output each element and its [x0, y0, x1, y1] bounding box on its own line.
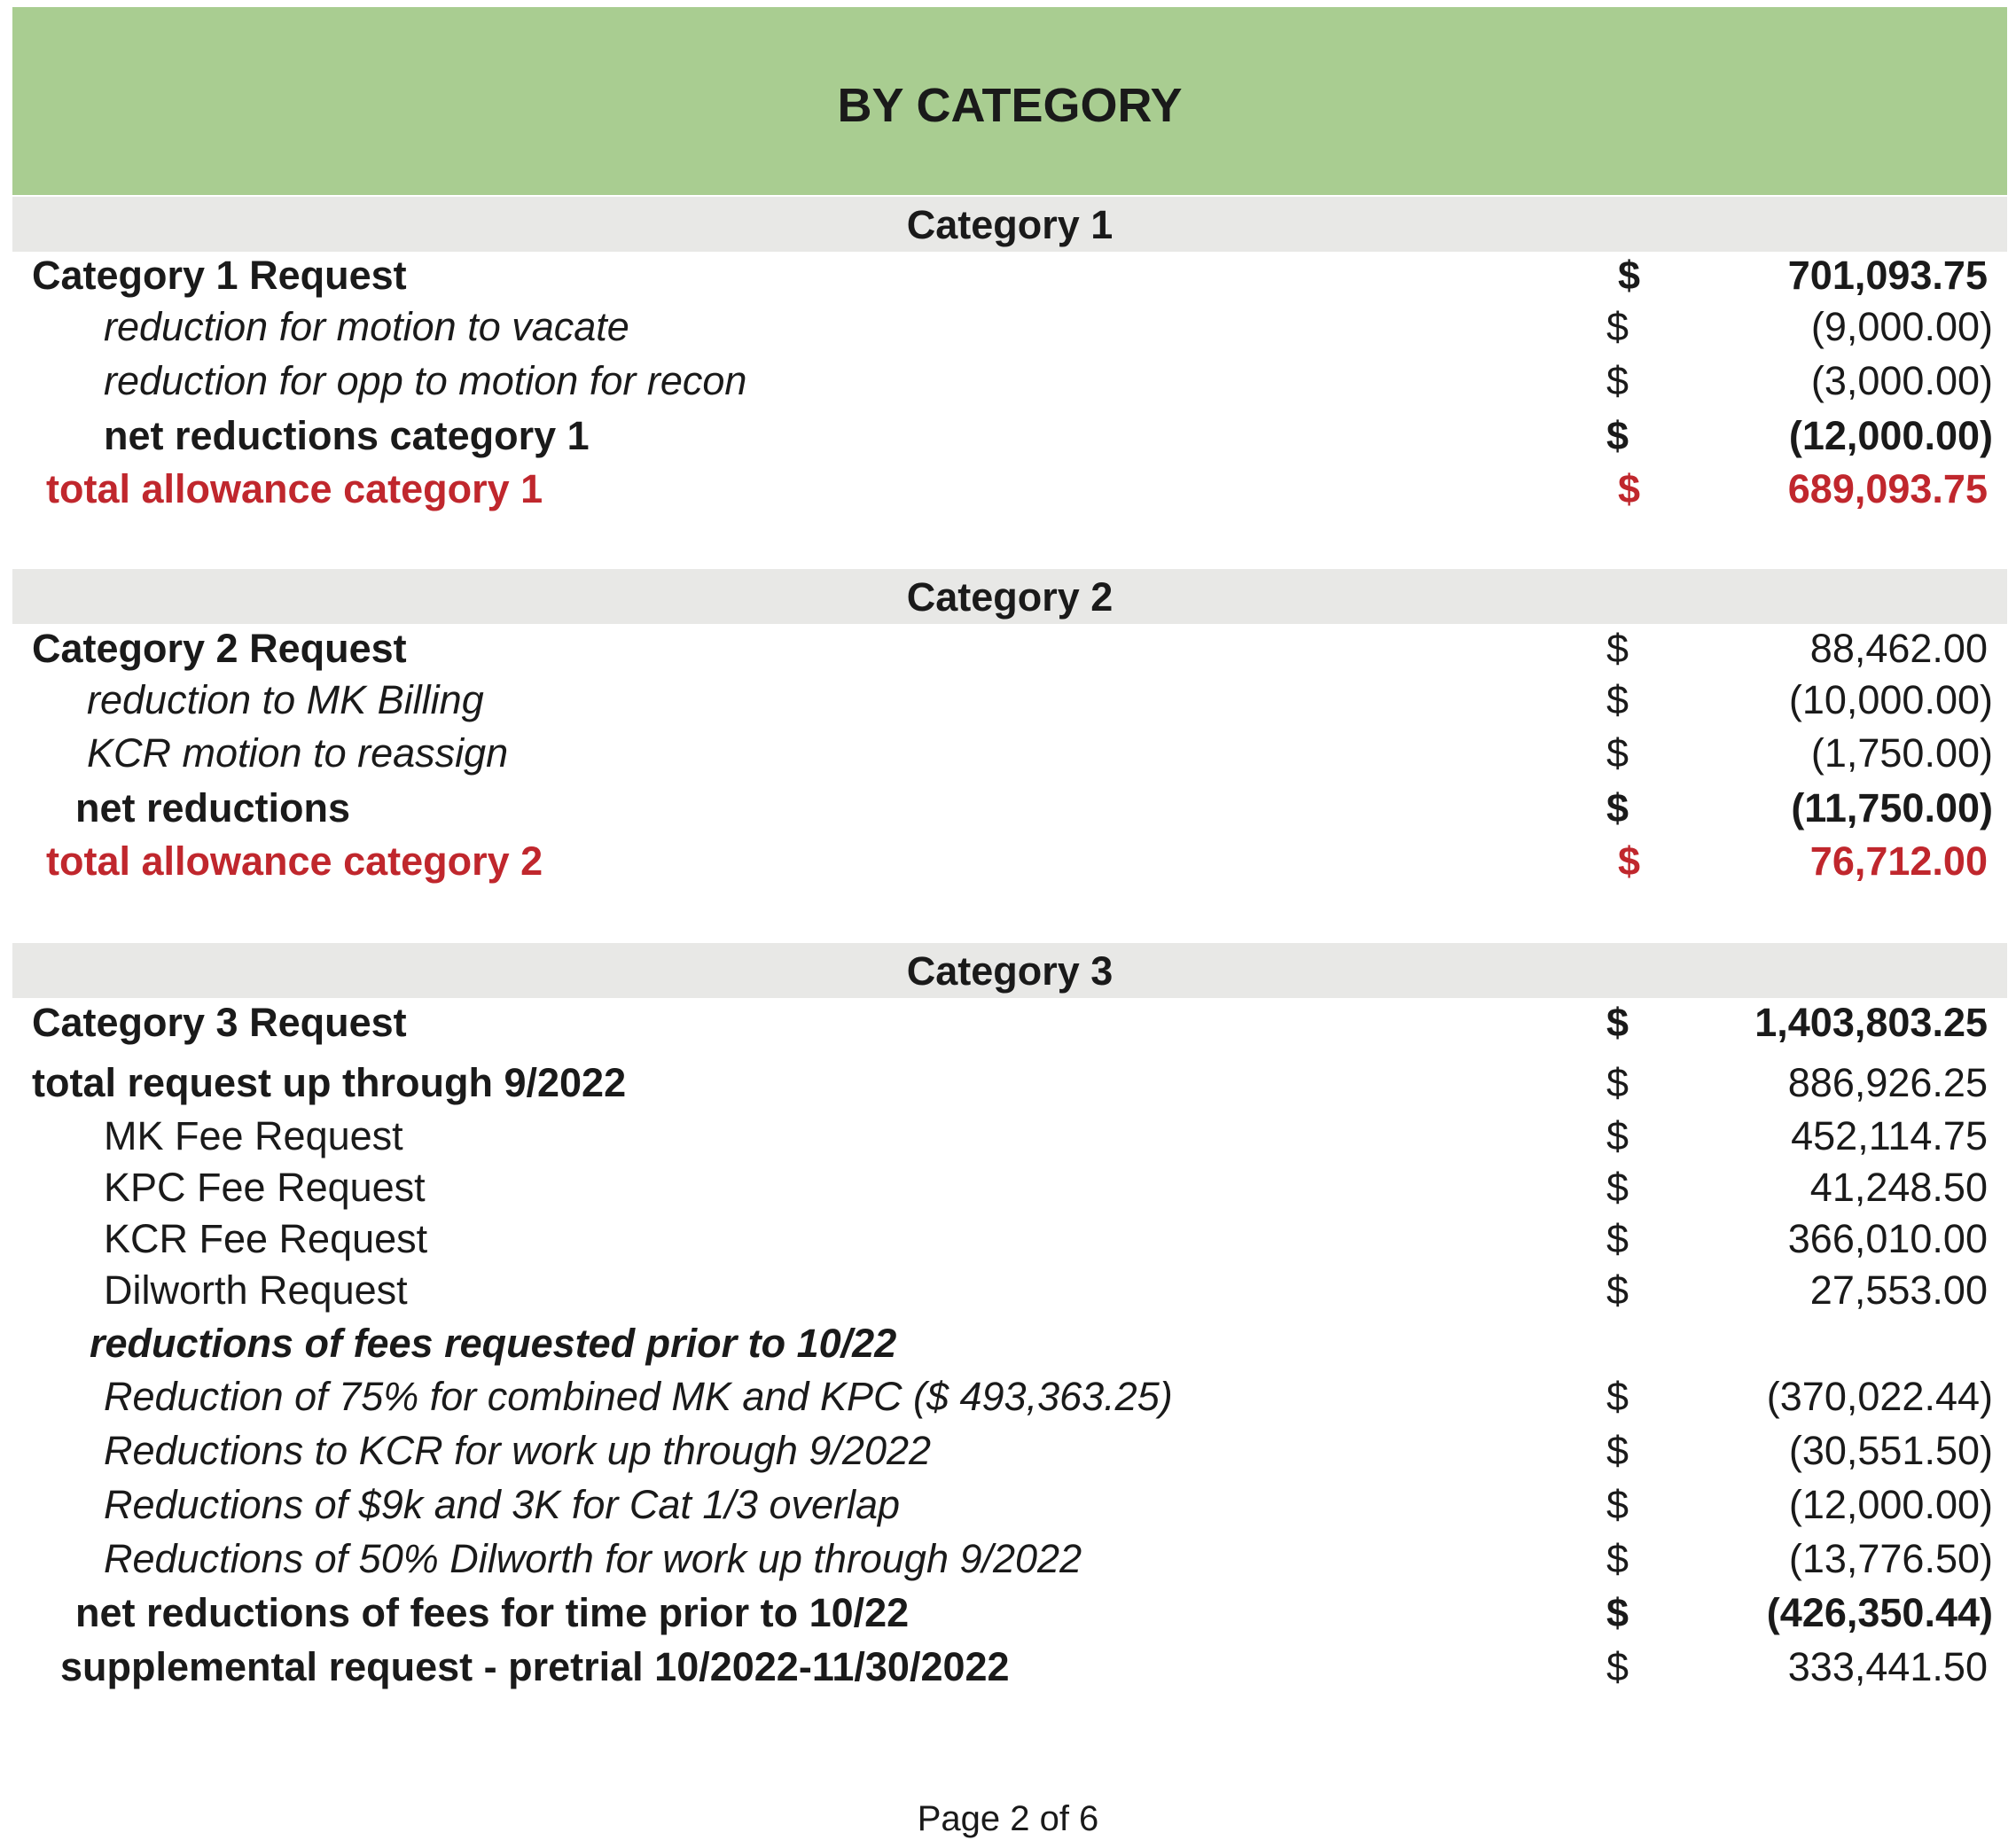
currency-symbol: $: [1606, 626, 1629, 671]
category-1-total-allowance-row: [0, 466, 2016, 518]
currency-symbol: $: [1606, 785, 1629, 830]
category-3-fee-row: [0, 1267, 2016, 1319]
category-3-fee-row: [0, 1113, 2016, 1165]
row-label: Dilworth Request: [104, 1267, 408, 1313]
row-label: Category 3 Request: [32, 1000, 407, 1045]
category-2-request-row: [0, 626, 2016, 677]
row-label: Reduction of 75% for combined MK and KPC ($ 493,363.25): [104, 1374, 1173, 1419]
row-amount: (10,000.00): [1788, 677, 1993, 722]
row-label: KCR motion to reassign: [87, 730, 509, 776]
category-1-header-label: Category 1: [906, 202, 1113, 247]
category-1-net-reductions-row: [0, 413, 2016, 464]
row-amount: (1,750.00): [1810, 730, 1993, 776]
category-3-total-request-row: [0, 1060, 2016, 1111]
category-2-total-allowance-row: [0, 838, 2016, 890]
row-amount: 701,093.75: [1787, 253, 1988, 298]
currency-symbol: $: [1606, 730, 1629, 776]
category-2-header: [12, 569, 2007, 624]
row-amount: (3,000.00): [1810, 358, 1993, 403]
currency-symbol: $: [1606, 677, 1629, 722]
row-amount: 452,114.75: [1791, 1113, 1988, 1158]
currency-symbol: $: [1606, 304, 1629, 349]
row-label: total request up through 9/2022: [32, 1060, 627, 1105]
row-amount: 689,093.75: [1787, 466, 1988, 511]
row-label: Category 2 Request: [32, 626, 407, 671]
row-amount: (426,350.44): [1766, 1590, 1993, 1635]
currency-symbol: $: [1606, 1165, 1629, 1210]
currency-symbol: $: [1606, 1267, 1629, 1313]
row-amount: (30,551.50): [1788, 1428, 1993, 1473]
category-2-net-reductions-row: [0, 785, 2016, 837]
category-3-request-row: [0, 1000, 2016, 1051]
row-amount: (370,022.44): [1766, 1374, 1993, 1419]
row-amount: (11,750.00): [1791, 785, 1993, 830]
currency-symbol: $: [1606, 1536, 1629, 1581]
row-amount: (9,000.00): [1810, 304, 1993, 349]
row-amount: (13,776.50): [1788, 1536, 1993, 1581]
page-title: BY CATEGORY: [837, 79, 1183, 132]
row-amount: (12,000.00): [1788, 413, 1993, 458]
row-amount: 76,712.00: [1809, 838, 1988, 884]
currency-symbol: $: [1618, 253, 1641, 298]
row-amount: 366,010.00: [1787, 1216, 1988, 1261]
category-1-reduction-row: [0, 304, 2016, 355]
category-1-reduction-row: [0, 358, 2016, 409]
row-amount: (12,000.00): [1788, 1482, 1993, 1527]
category-2-header-label: Category 2: [906, 574, 1113, 620]
category-1-request-row: [0, 253, 2016, 304]
row-label: Reductions of 50% Dilworth for work up through 9/2022: [104, 1536, 1082, 1581]
category-3-header: [12, 943, 2007, 998]
currency-symbol: $: [1618, 466, 1641, 511]
currency-symbol: $: [1606, 1216, 1629, 1261]
category-3-reductions-subheading: [0, 1321, 2016, 1372]
row-label: Reductions of $9k and 3K for Cat 1/3 overlap: [104, 1482, 901, 1527]
currency-symbol: $: [1618, 838, 1641, 884]
currency-symbol: $: [1606, 413, 1629, 458]
row-label: KPC Fee Request: [104, 1165, 426, 1210]
row-amount: 27,553.00: [1809, 1267, 1988, 1313]
category-3-header-label: Category 3: [906, 948, 1113, 994]
currency-symbol: $: [1606, 1428, 1629, 1473]
currency-symbol: $: [1606, 1113, 1629, 1158]
row-amount: 333,441.50: [1787, 1644, 1988, 1689]
category-3-net-reductions-row: [0, 1590, 2016, 1641]
row-label: reductions of fees requested prior to 10/22: [90, 1321, 897, 1366]
row-amount: 1,403,803.25: [1754, 1000, 1988, 1045]
row-label: reduction to MK Billing: [87, 677, 484, 722]
row-label: total allowance category 1: [46, 466, 543, 511]
currency-symbol: $: [1606, 1590, 1629, 1635]
row-label: Reductions to KCR for work up through 9/2022: [104, 1428, 932, 1473]
currency-symbol: $: [1606, 1644, 1629, 1689]
row-label: net reductions category 1: [104, 413, 590, 458]
row-label: reduction for motion to vacate: [104, 304, 629, 349]
row-amount: 88,462.00: [1809, 626, 1988, 671]
category-3-reduction-row: [0, 1536, 2016, 1587]
category-3-reduction-row: [0, 1374, 2016, 1425]
category-3-supplemental-row: [0, 1644, 2016, 1696]
currency-symbol: $: [1606, 1000, 1629, 1045]
category-3-reduction-row: [0, 1482, 2016, 1533]
currency-symbol: $: [1606, 1374, 1629, 1419]
category-3-fee-row: [0, 1165, 2016, 1216]
row-label: net reductions: [75, 785, 351, 830]
currency-symbol: $: [1606, 1482, 1629, 1527]
page-number: Page 2 of 6: [917, 1799, 1099, 1838]
currency-symbol: $: [1606, 1060, 1629, 1105]
row-label: Category 1 Request: [32, 253, 407, 298]
row-label: MK Fee Request: [104, 1113, 403, 1158]
category-3-reduction-row: [0, 1428, 2016, 1479]
row-label: supplemental request - pretrial 10/2022-11/30/2022: [60, 1644, 1010, 1689]
category-2-reduction-row: [0, 677, 2016, 729]
row-label: total allowance category 2: [46, 838, 543, 884]
row-amount: 41,248.50: [1809, 1165, 1988, 1210]
currency-symbol: $: [1606, 358, 1629, 403]
category-3-fee-row: [0, 1216, 2016, 1267]
row-label: reduction for opp to motion for recon: [104, 358, 747, 403]
category-1-header: [12, 197, 2007, 252]
row-label: KCR Fee Request: [104, 1216, 428, 1261]
title-bar: [12, 7, 2007, 195]
row-amount: 886,926.25: [1787, 1060, 1988, 1105]
row-label: net reductions of fees for time prior to 10/22: [75, 1590, 910, 1635]
category-2-reduction-row: [0, 730, 2016, 782]
